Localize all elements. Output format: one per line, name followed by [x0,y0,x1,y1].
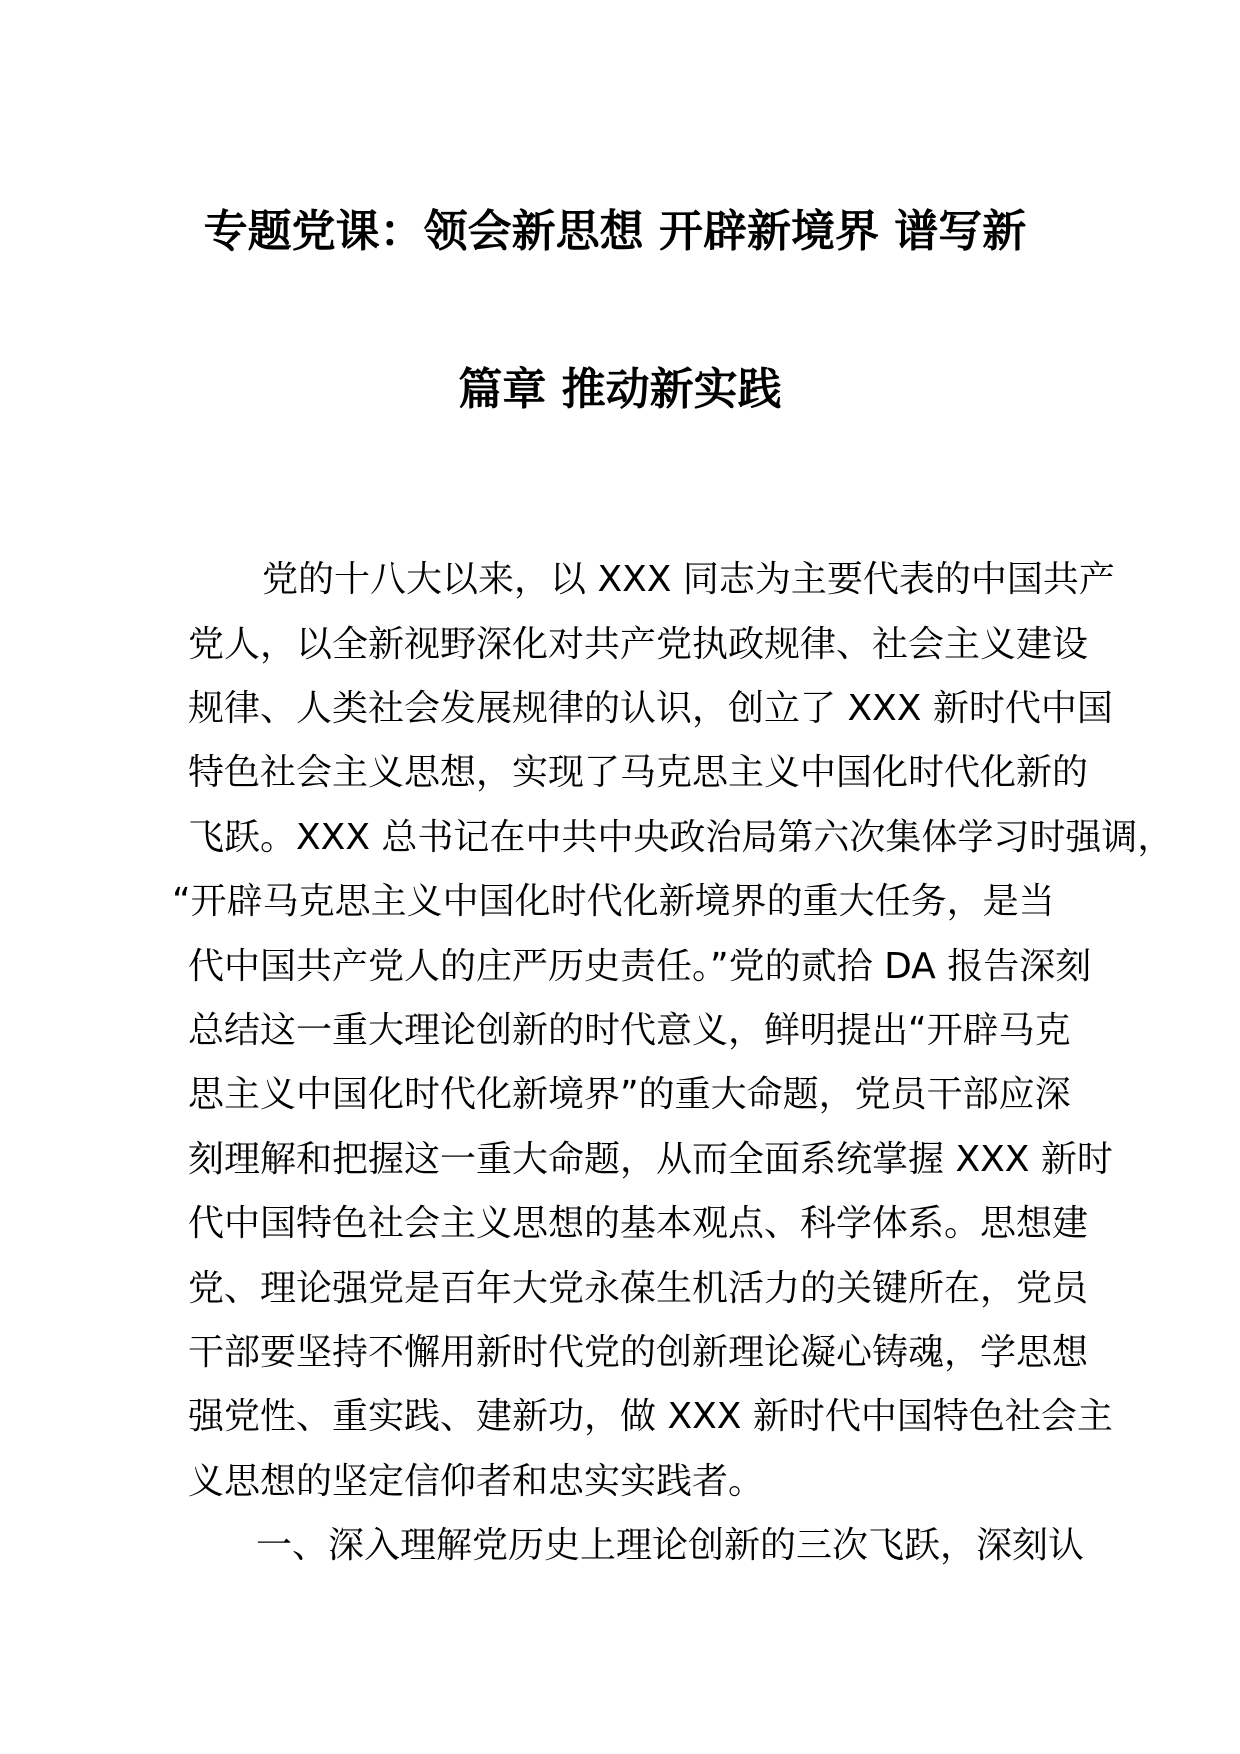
paragraph-line: 党的十八大以来，以 XXX 同志为主要代表的中国共产 [262,559,1115,600]
paragraph-line: 强党性、重实践、建新功，做 XXX 新时代中国特色社会主 [188,1396,1113,1437]
paragraph-line: 特色社会主义思想，实现了马克思主义中国化时代化新的 [188,752,1089,793]
document-title-line-2: 篇章 推动新实践 [458,364,782,415]
paragraph-line: 干部要坚持不懈用新时代党的创新理论凝心铸魂，学思想 [188,1332,1089,1373]
section-heading-line: 一、深入理解党历史上理论创新的三次飞跃，深刻认 [256,1525,1085,1566]
paragraph-line: 代中国共产党人的庄严历史责任。”党的贰拾 DA 报告深刻 [188,946,1092,987]
paragraph-line: 总结这一重大理论创新的时代意义，鲜明提出“开辟马克 [188,1010,1071,1051]
paragraph-line: 思主义中国化时代化新境界”的重大命题，党员干部应深 [188,1074,1071,1115]
paragraph-line: 规律、人类社会发展规律的认识，创立了 XXX 新时代中国 [188,688,1113,729]
paragraph-line: 党、理论强党是百年大党永葆生机活力的关键所在，党员 [188,1268,1089,1309]
paragraph-line: 党人，以全新视野深化对共产党执政规律、社会主义建设 [188,624,1089,665]
paragraph-line: 义思想的坚定信仰者和忠实实践者。 [188,1461,765,1502]
paragraph-line: “开辟马克思主义中国化时代化新境界的重大任务，是当 [172,881,1055,922]
paragraph-line: 代中国特色社会主义思想的基本观点、科学体系。思想建 [188,1203,1089,1244]
paragraph-line: 刻理解和把握这一重大命题，从而全面系统掌握 XXX 新时 [188,1139,1113,1180]
document-title-line-1: 专题党课：领会新思想 开辟新境界 谱写新 [203,206,1027,257]
paragraph-line: 飞跃。XXX 总书记在中共中央政治局第六次集体学习时强调， [188,817,1174,858]
